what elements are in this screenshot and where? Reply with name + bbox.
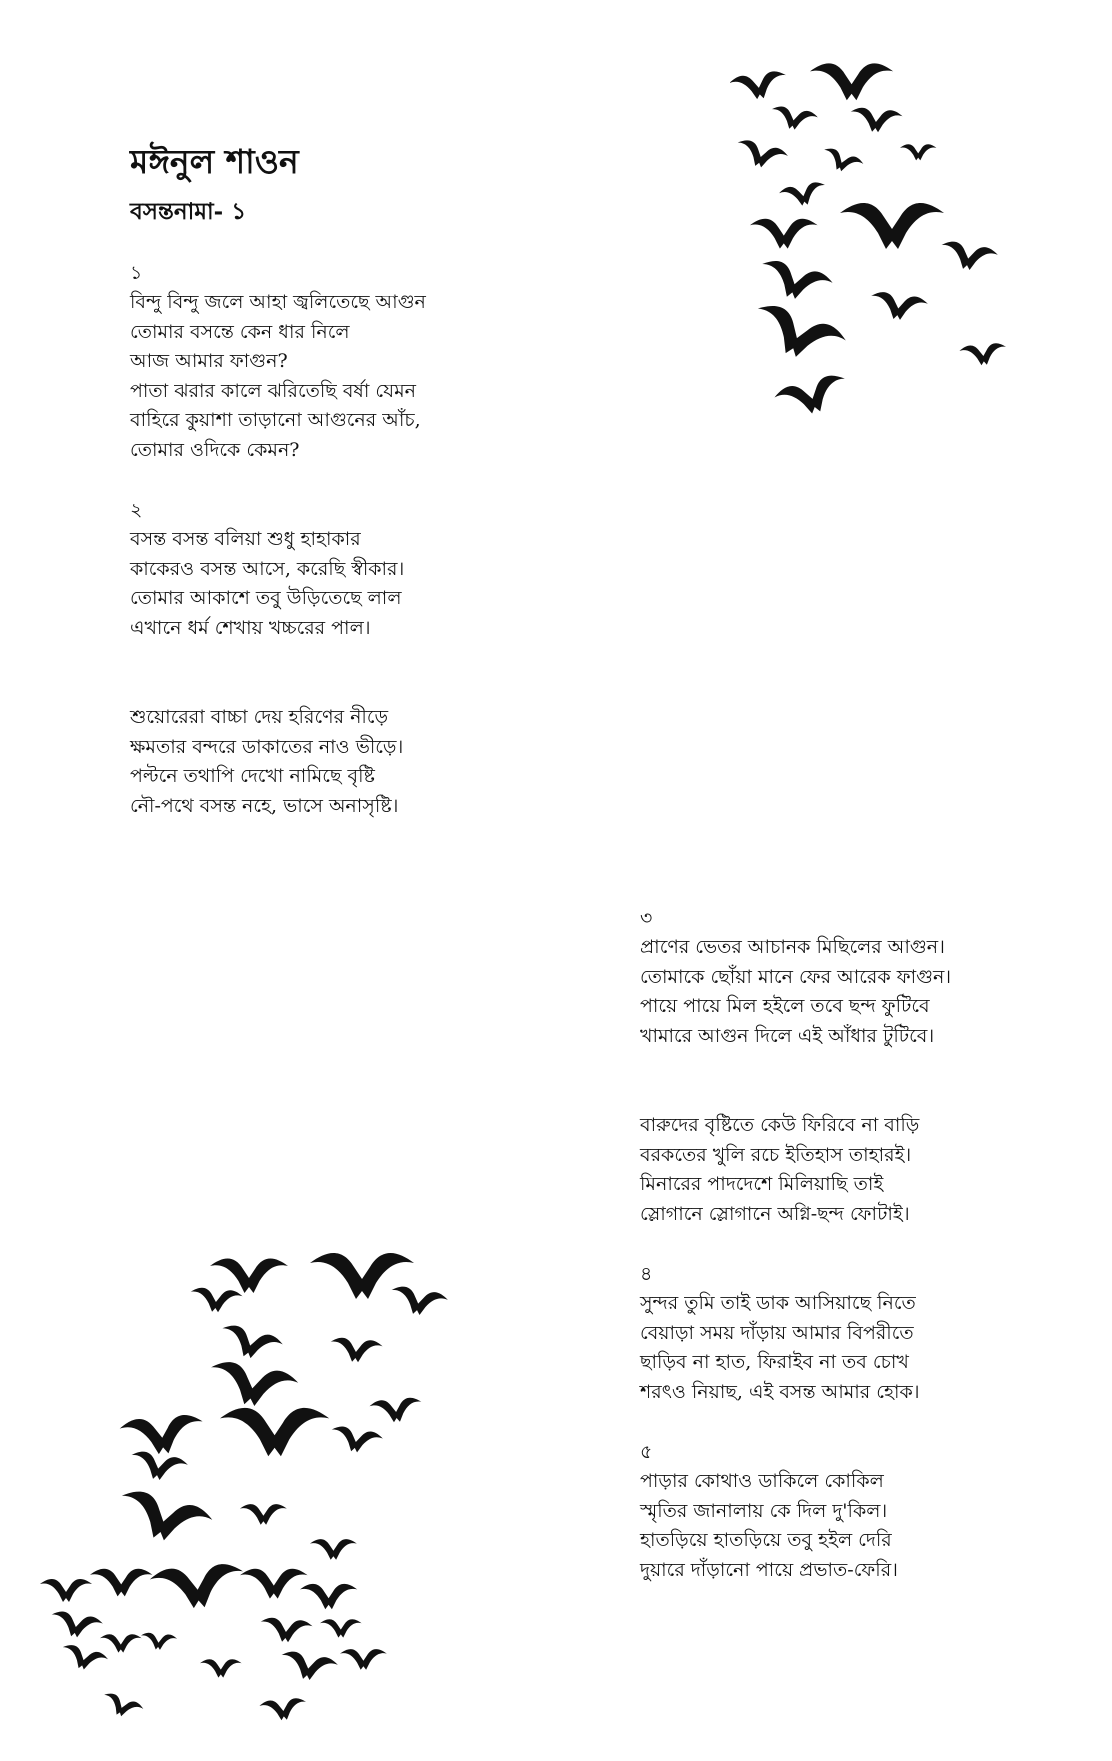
bird-icon: [310, 1253, 414, 1299]
poem-line: পল্টনে তথাপি দেখো নামিছে বৃষ্টি: [130, 765, 375, 787]
stanza: [640, 1437, 951, 1585]
poem-line: তোমার বসন্তে কেন ধার নিলে: [130, 320, 350, 343]
bird-icon: [113, 1487, 214, 1551]
bird-icon: [59, 1643, 110, 1675]
bird-icon: [730, 70, 789, 103]
bird-icon: [778, 181, 828, 210]
poem-line: হাতড়িয়ে হাতড়িয়ে তবু হইল দেরি: [640, 1529, 892, 1551]
bird-icon: [259, 1697, 307, 1722]
bird-icon: [240, 1569, 308, 1599]
poem-line: নৌ-পথে বসন্ত নহে, ভাসে অনাসৃষ্টি।: [130, 794, 399, 817]
bird-icon: [119, 1413, 205, 1457]
stanza-number: ১: [130, 262, 143, 284]
bird-icon: [369, 1397, 423, 1424]
bird-icon: [747, 300, 849, 371]
bird-icon: [200, 1659, 242, 1677]
poem-line: বরকতের খুলি রচে ইতিহাস তাহারই।: [640, 1143, 912, 1166]
bird-flock-svg: [40, 1240, 480, 1760]
stanza: [130, 495, 426, 643]
poem-line: বারুদের বৃষ্টিতে কেউ ফিরিবে না বাড়ি: [640, 1114, 920, 1136]
poem-column-right: [640, 903, 951, 1615]
poem-line: দুয়ারে দাঁড়ানো পায়ে প্রভাত-ফেরি।: [640, 1558, 898, 1581]
poem-line: পাতা ঝরার কালে ঝরিতেছি বর্ষা যেমন: [130, 379, 416, 402]
poem-line: বাহিরে কুয়াশা তাড়ানো আগুনের আঁচ,: [130, 409, 421, 431]
poem-line: বেয়াড়া সময় দাঁড়ায় আমার বিপরীতে: [640, 1321, 914, 1344]
bird-icon: [100, 1634, 142, 1652]
poem-line: শরৎও নিয়াছ, এই বসন্ত আমার হোক।: [640, 1380, 920, 1403]
bird-icon: [328, 1425, 383, 1457]
bird-icon: [90, 1569, 152, 1597]
bird-icon: [938, 240, 999, 275]
poem-line: ছাড়িব না হাত, ফিরাইব না তব চোখ: [640, 1351, 909, 1373]
poem-title: বসন্তনামা- ১: [130, 198, 247, 225]
stanza: [130, 673, 426, 821]
poem-line: পাড়ার কোথাও ডাকিলে কোকিল: [640, 1470, 884, 1492]
bird-icon: [320, 1619, 362, 1637]
bird-icon: [210, 1259, 288, 1294]
bird-icon: [819, 146, 864, 178]
bird-icon: [206, 1359, 300, 1413]
bird-icon: [310, 1539, 357, 1560]
bird-icon: [240, 1504, 287, 1525]
bird-icon: [756, 257, 835, 307]
bird-icon: [128, 1450, 189, 1485]
poem-line: স্মৃতির জানালায় কে দিল দু'কিল।: [640, 1499, 888, 1522]
bird-icon: [388, 1285, 449, 1320]
poem-line: খামারে আগুন দিলে এই আঁধার টুটিবে।: [640, 1024, 935, 1047]
bird-icon: [810, 63, 893, 100]
poem-line: প্রাণের ভেতর আচানক মিছিলের আগুন।: [640, 936, 945, 958]
bird-flock-svg: [730, 55, 1060, 445]
bird-icon: [900, 144, 936, 160]
poem-line: কাকেরও বসন্ত আসে, করেছি স্বীকার।: [130, 557, 405, 580]
bird-icon: [733, 138, 789, 174]
bird-icon: [259, 1617, 313, 1644]
poem-column-left: [130, 258, 426, 851]
bird-icon: [840, 203, 944, 249]
stanza: [640, 1259, 951, 1407]
poem-line: আজ আমার ফাগুন?: [130, 350, 288, 372]
poem-line: এখানে ধর্ম শেখায় খচ্চরের পাল।: [130, 616, 371, 639]
bird-icon: [99, 1691, 144, 1723]
poem-line: তোমার আকাশে তবু উড়িতেছে লাল: [130, 587, 402, 609]
stanza-number: ৫: [640, 1441, 653, 1463]
bird-icon: [329, 1337, 383, 1364]
poem-line: তোমাকে ছোঁয়া মানে ফের আরেক ফাগুন।: [640, 965, 952, 988]
bird-flock-illustration-bottom: [40, 1240, 480, 1760]
bird-icon: [750, 219, 818, 249]
poem-line: শুয়োরেরা বাচ্চা দেয় হরিণের নীড়ে: [130, 706, 389, 728]
poem-line: বসন্ত বসন্ত বলিয়া শুধু হাহাকার: [130, 528, 361, 550]
stanza: [130, 258, 426, 465]
bird-icon: [278, 1650, 339, 1685]
stanza-number: ৩: [640, 907, 653, 929]
poem-line: বিন্দু বিন্দু জলে আহা জ্বলিতেছে আগুন: [130, 291, 426, 313]
bird-icon: [149, 1562, 246, 1611]
bird-icon: [769, 105, 819, 134]
stanza-number: ২: [130, 499, 143, 521]
bird-icon: [48, 1610, 103, 1642]
stanza-number: ৪: [640, 1263, 653, 1285]
bird-icon: [220, 1408, 329, 1456]
author-name: মঈনুল শাওন: [130, 142, 299, 181]
stanza-number: [640, 1081, 951, 1111]
bird-flock-illustration-top: [730, 55, 1060, 445]
poem-line: সুন্দর তুমি তাই ডাক আসিয়াছে নিতে: [640, 1292, 916, 1314]
bird-icon: [849, 107, 903, 134]
bird-icon: [868, 290, 928, 323]
bird-icon: [189, 1287, 243, 1314]
poem-line: তোমার ওদিকে কেমন?: [130, 438, 300, 461]
stanza: [640, 903, 951, 1051]
poem-line: স্লোগানে স্লোগানে অগ্নি-ছন্দ ফোটাই।: [640, 1202, 910, 1225]
poem-line: মিনারের পাদদেশে মিলিয়াছি তাই: [640, 1173, 884, 1195]
bird-icon: [959, 342, 1007, 367]
stanza: [640, 1081, 951, 1229]
bird-icon: [140, 1632, 178, 1651]
bird-icon: [773, 372, 852, 422]
poem-line: ক্ষমতার বন্দরে ডাকাতের নাও ভীড়ে।: [130, 735, 404, 758]
stanza-number: [130, 673, 426, 703]
bird-icon: [300, 1584, 357, 1609]
poem-line: পায়ে পায়ে মিল হইলে তবে ছন্দ ফুটিবে: [640, 995, 930, 1017]
bird-icon: [340, 1649, 387, 1670]
bird-icon: [40, 1579, 92, 1602]
bird-icon: [217, 1322, 284, 1365]
